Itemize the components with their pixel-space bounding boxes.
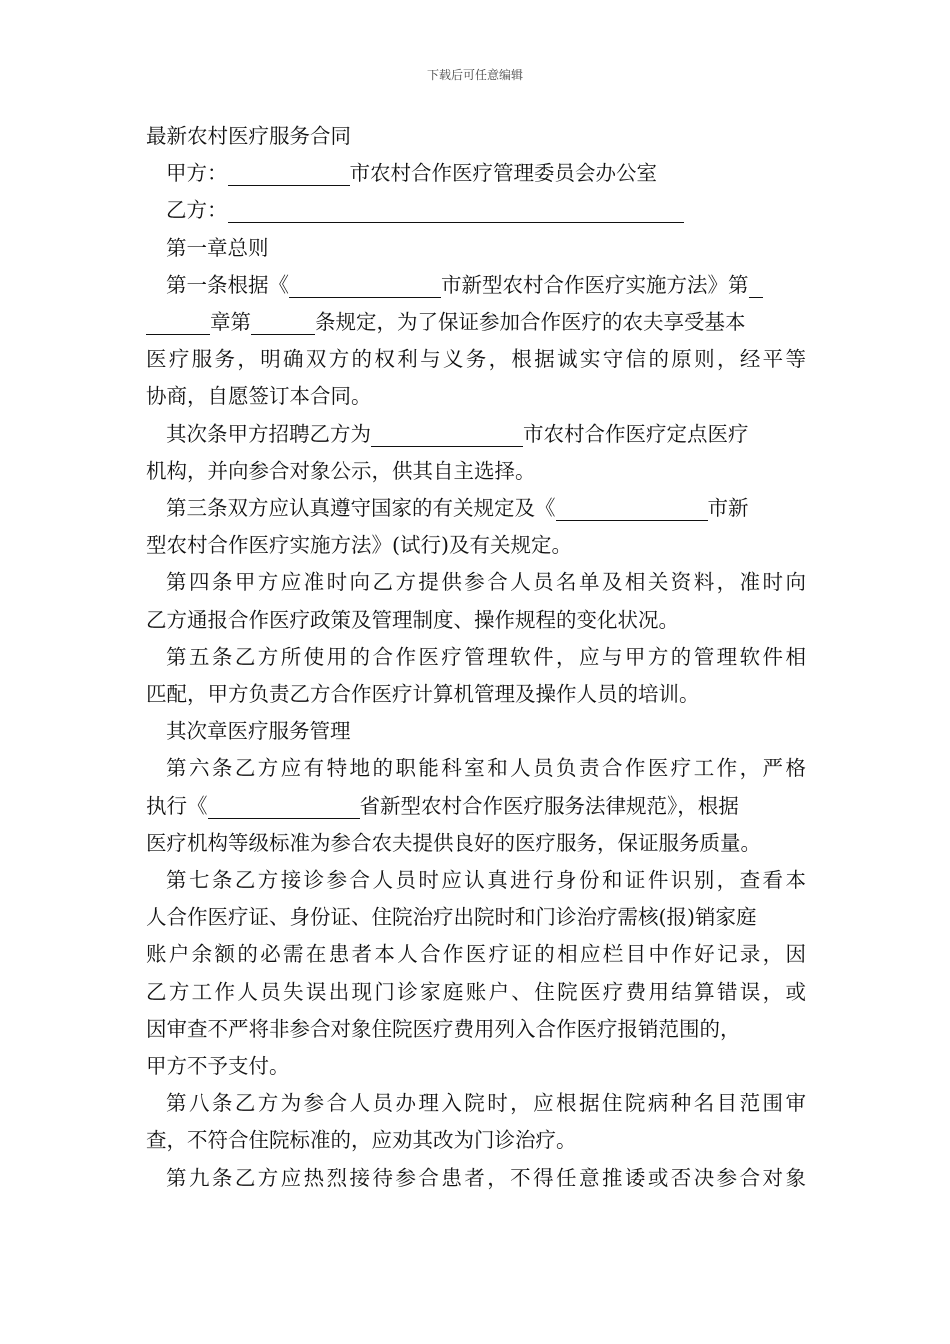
party-a-line xyxy=(146,155,806,192)
article-text: 其次条甲方招聘乙方为 xyxy=(166,421,371,446)
article-text: 市新 xyxy=(707,496,749,521)
article-1-line: 协商，自愿签订本合同。 xyxy=(146,384,372,409)
article-4-line: 第四条甲方应准时向乙方提供参合人员名单及相关资料，准时向 xyxy=(166,570,806,595)
blank-field xyxy=(146,308,210,335)
article-6-line xyxy=(146,788,806,825)
blank-field xyxy=(228,159,350,186)
article-6-line: 第六条乙方应有特地的职能科室和人员负责合作医疗工作，严格 xyxy=(166,756,806,781)
article-text: 第三条双方应认真遵守国家的有关规定及《 xyxy=(166,496,556,521)
article-1-line xyxy=(146,304,806,341)
article-9-line: 第九条乙方应热烈接待参合患者，不得任意推诿或否决参合对象 xyxy=(166,1165,806,1190)
article-7-line: 人合作医疗证、身份证、住院治疗出院时和门诊治疗需核(报)销家庭 xyxy=(146,905,757,930)
article-1-line xyxy=(146,267,806,304)
article-2-line xyxy=(146,416,806,453)
article-3-line: 型农村合作医疗实施方法》(试行)及有关规定。 xyxy=(146,533,572,558)
article-text: 市农村合作医疗定点医疗 xyxy=(523,421,749,446)
blank-field xyxy=(289,271,441,298)
article-8-line: 查，不符合住院标准的，应劝其改为门诊治疗。 xyxy=(146,1128,577,1153)
article-7-line: 甲方不予支付。 xyxy=(146,1054,290,1079)
article-text: 章第 xyxy=(210,310,251,335)
article-2-line: 机构，并向参合对象公示，供其自主选择。 xyxy=(146,458,536,483)
article-7-line: 因审查不严将非参合对象住院医疗费用列入合作医疗报销范围的， xyxy=(146,1016,741,1041)
article-4-line: 乙方通报合作医疗政策及管理制度、操作规程的变化状况。 xyxy=(146,607,679,632)
blank-field xyxy=(556,494,708,521)
article-7-line: 账户余额的必需在患者本人合作医疗证的相应栏目中作好记录，因 xyxy=(146,942,806,967)
article-text: 省新型农村合作医疗服务法律规范》，根据 xyxy=(359,793,739,818)
article-text: 条规定，为了保证参加合作医疗的农夫享受基本 xyxy=(315,310,746,335)
party-a-suffix: 市农村合作医疗管理委员会办公室 xyxy=(349,161,657,186)
chapter-heading: 其次章医疗服务管理 xyxy=(166,719,351,744)
article-7-line: 乙方工作人员失误出现门诊家庭账户、住院医疗费用结算错误，或 xyxy=(146,979,806,1004)
article-1-line: 医疗服务，明确双方的权利与义务，根据诚实守信的原则，经平等 xyxy=(146,347,806,372)
blank-field xyxy=(251,308,315,335)
article-5-line: 匹配，甲方负责乙方合作医疗计算机管理及操作人员的培训。 xyxy=(146,682,700,707)
party-b-line xyxy=(146,192,806,229)
article-7-line: 第七条乙方接诊参合人员时应认真进行身份和证件识别，查看本 xyxy=(166,868,806,893)
article-8-line: 第八条乙方为参合人员办理入院时，应根据住院病种名目范围审 xyxy=(166,1091,806,1116)
party-a-label: 甲方： xyxy=(166,161,228,186)
blank-field xyxy=(228,196,684,223)
article-text: 第一条根据《 xyxy=(166,272,289,297)
article-6-line: 医疗机构等级标准为参合农夫提供良好的医疗服务，保证服务质量。 xyxy=(146,830,761,855)
article-5-line: 第五条乙方所使用的合作医疗管理软件，应与甲方的管理软件相 xyxy=(166,644,806,669)
article-3-line xyxy=(146,490,806,527)
chapter-heading: 第一章总则 xyxy=(166,235,269,260)
article-text: 市新型农村合作医疗实施方法》第 xyxy=(441,272,749,297)
party-b-label: 乙方： xyxy=(166,198,228,223)
blank-field xyxy=(749,271,763,298)
article-text: 执行《 xyxy=(146,793,208,818)
page-header: 下载后可任意编辑 xyxy=(426,68,523,82)
document-body xyxy=(146,118,806,1197)
blank-field xyxy=(371,420,523,447)
blank-field xyxy=(208,792,360,819)
document-title: 最新农村医疗服务合同 xyxy=(146,124,351,148)
